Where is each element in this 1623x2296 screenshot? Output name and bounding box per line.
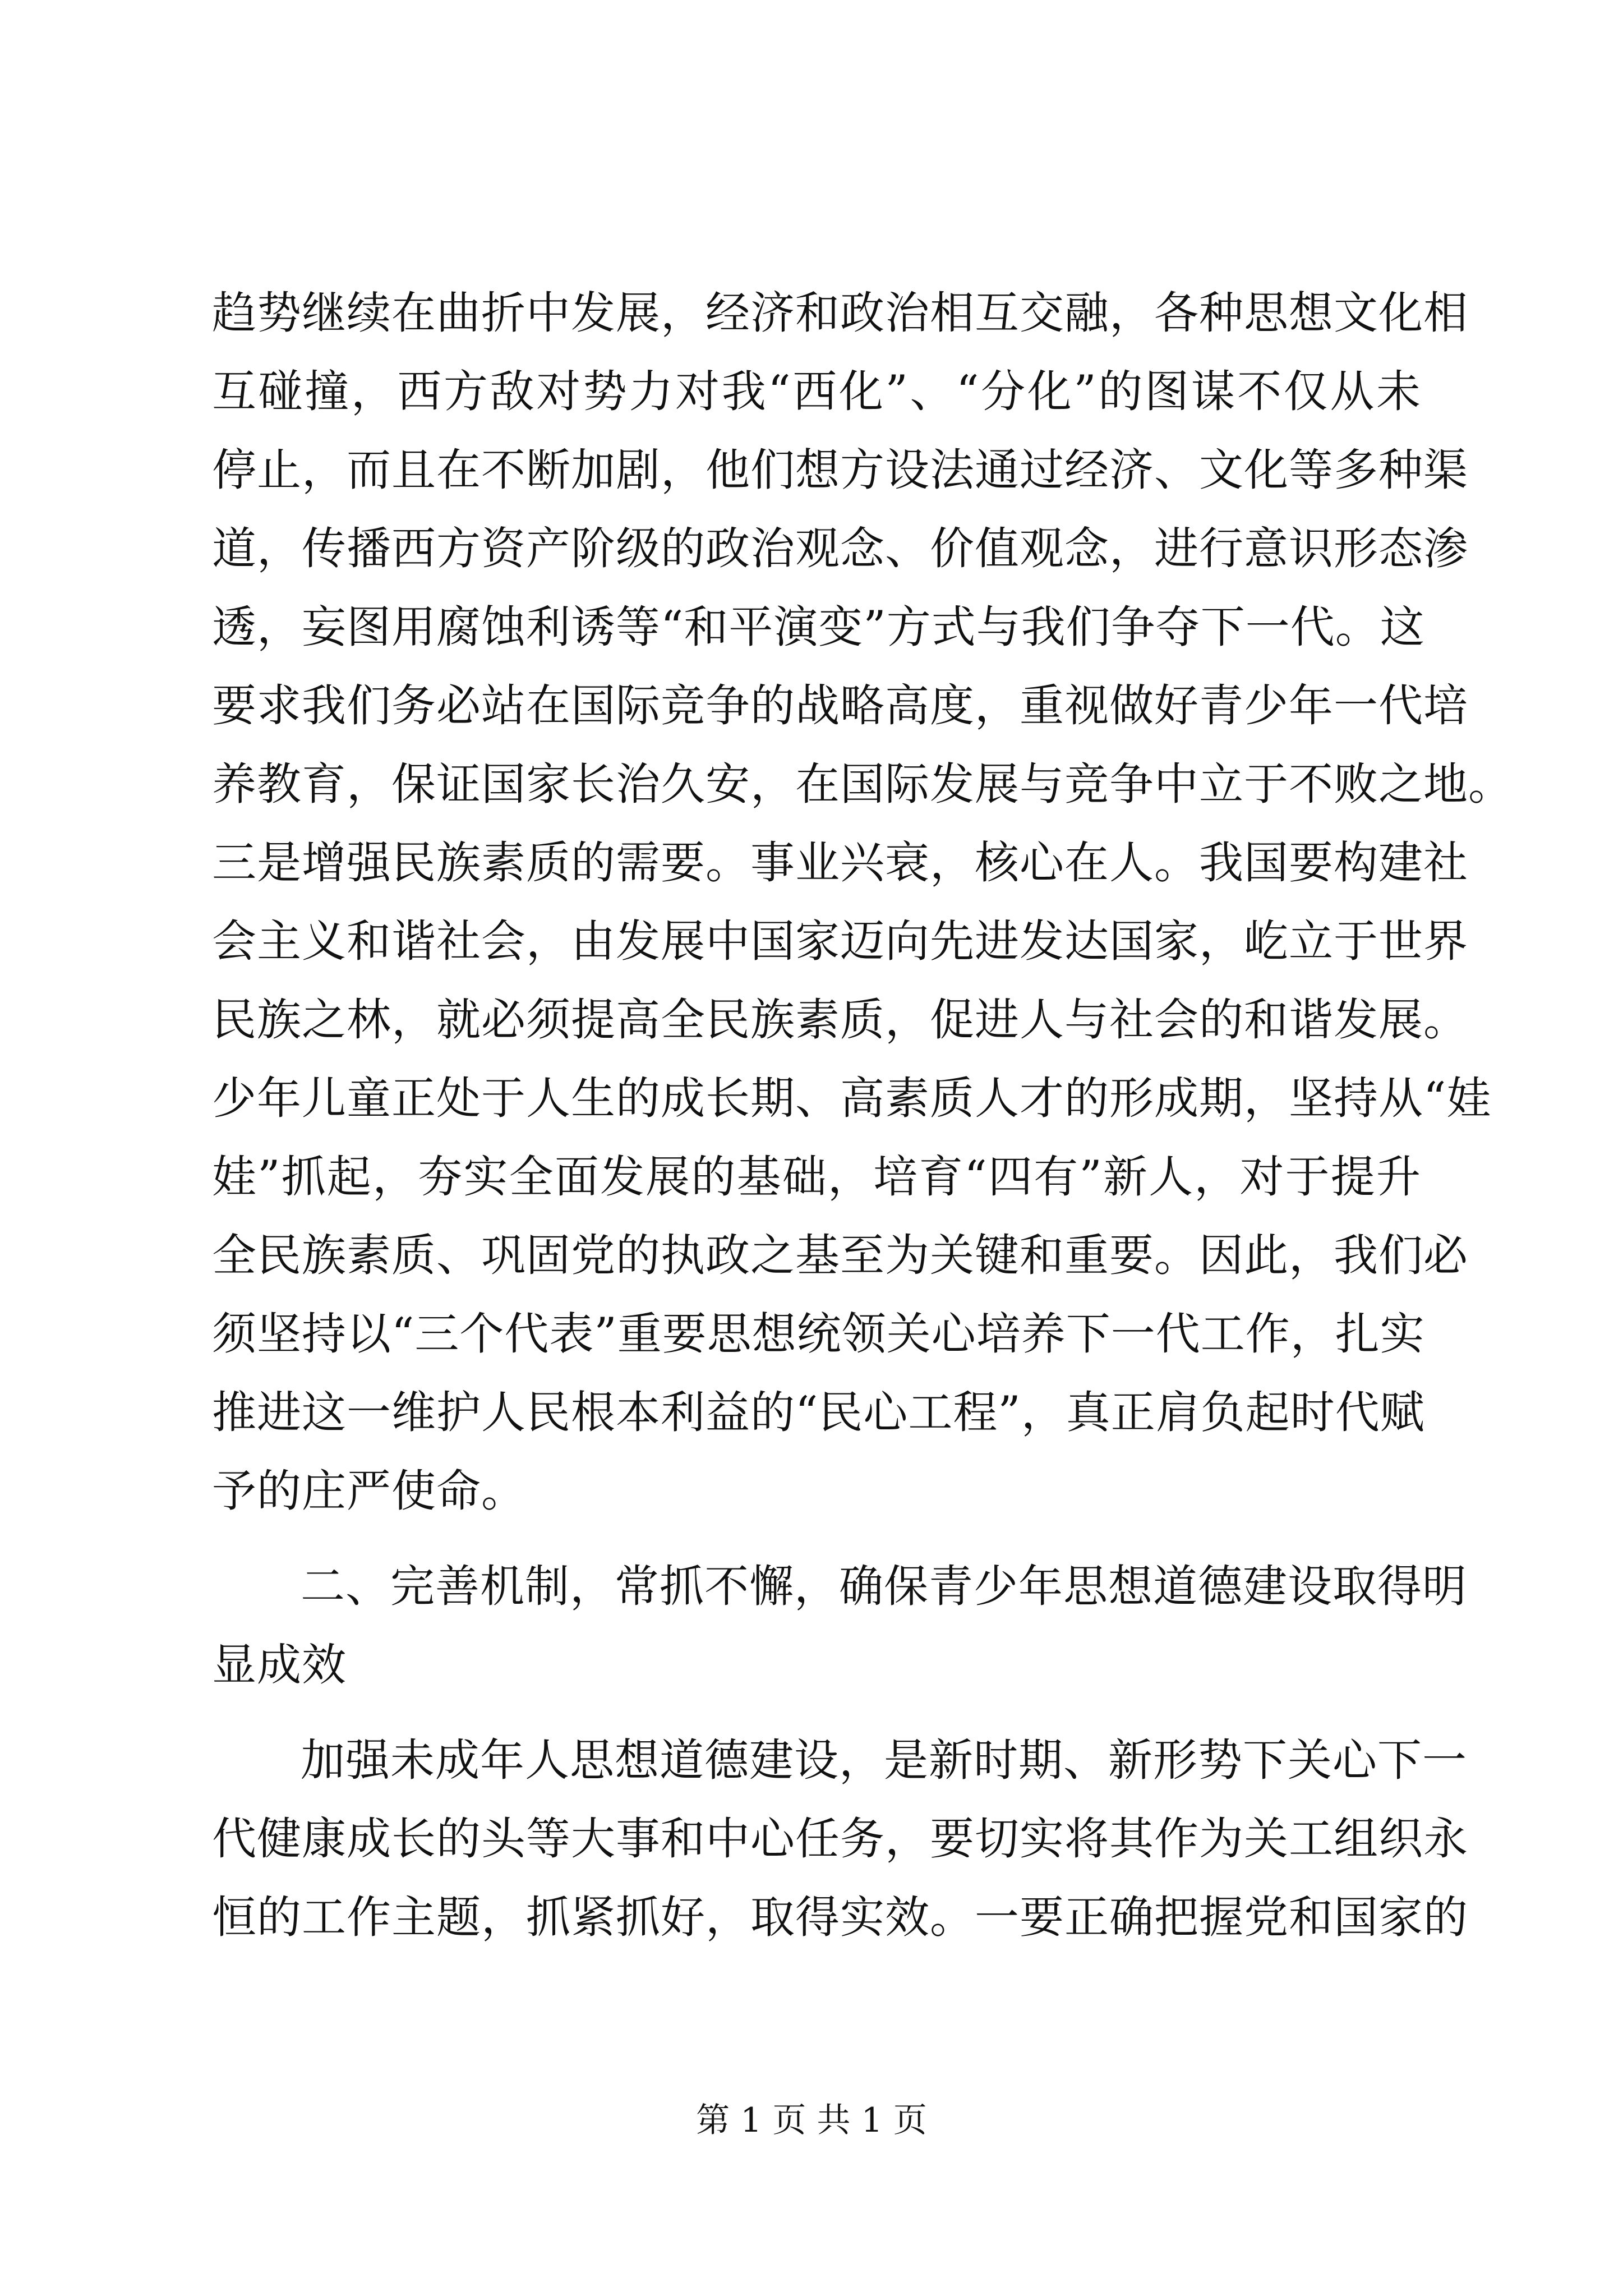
text-line: 要求我们务必站在国际竞争的战略高度，重视做好青少年一代培 [212, 680, 1468, 731]
text-line: 道，传播西方资产阶级的政治观念、价值观念，进行意识形态渗 [212, 523, 1468, 574]
section-heading-line: 二、完善机制，常抓不懈，确保青少年思想道德建设取得明 [301, 1561, 1467, 1612]
text-line: 娃”抓起，夯实全面发展的基础，培育“四有”新人，对于提升 [212, 1151, 1421, 1203]
text-line: 养教育，保证国家长治久安，在国际发展与竞争中立于不败之地。 [212, 758, 1513, 810]
text-line: 全民族素质、巩固党的执政之基至为关键和重要。因此，我们必 [212, 1230, 1468, 1281]
page-footer [0, 2098, 1623, 2143]
text-line: 加强未成年人思想道德建设，是新时期、新形势下关心下一 [301, 1734, 1467, 1786]
page-number-label: 第 1 页 共 1 页 [696, 2101, 927, 2140]
text-line: 少年儿童正处于人生的成长期、高素质人才的形成期，坚持从“娃 [212, 1073, 1492, 1124]
section-heading-line: 显成效 [212, 1639, 347, 1691]
text-line: 趋势继续在曲折中发展，经济和政治相互交融，各种思想文化相 [212, 287, 1468, 339]
text-line: 代健康成长的头等大事和中心任务，要切实将其作为关工组织永 [212, 1813, 1468, 1865]
text-line: 停止，而且在不断加剧，他们想方设法通过经济、文化等多种渠 [212, 444, 1468, 496]
document-body [212, 274, 1513, 1957]
text-line: 推进这一维护人民根本利益的“民心工程”，真正肩负起时代赋 [212, 1387, 1425, 1438]
text-line: 会主义和谐社会，由发展中国家迈向先进发达国家，屹立于世界 [212, 915, 1468, 967]
text-line: 恒的工作主题，抓紧抓好，取得实效。一要正确把握党和国家的 [212, 1892, 1468, 1943]
text-line: 予的庄严使命。 [212, 1465, 526, 1517]
text-line: 须坚持以“三个代表”重要思想统领关心培养下一代工作，扎实 [212, 1308, 1425, 1360]
text-line: 民族之林，就必须提高全民族素质，促进人与社会的和谐发展。 [212, 994, 1468, 1046]
text-line: 互碰撞，西方敌对势力对我“西化”、“分化”的图谋不仅从未 [212, 366, 1421, 417]
text-line: 三是增强民族素质的需要。事业兴衰，核心在人。我国要构建社 [212, 837, 1468, 889]
text-line: 透，妄图用腐蚀利诱等“和平演变”方式与我们争夺下一代。这 [212, 601, 1425, 653]
